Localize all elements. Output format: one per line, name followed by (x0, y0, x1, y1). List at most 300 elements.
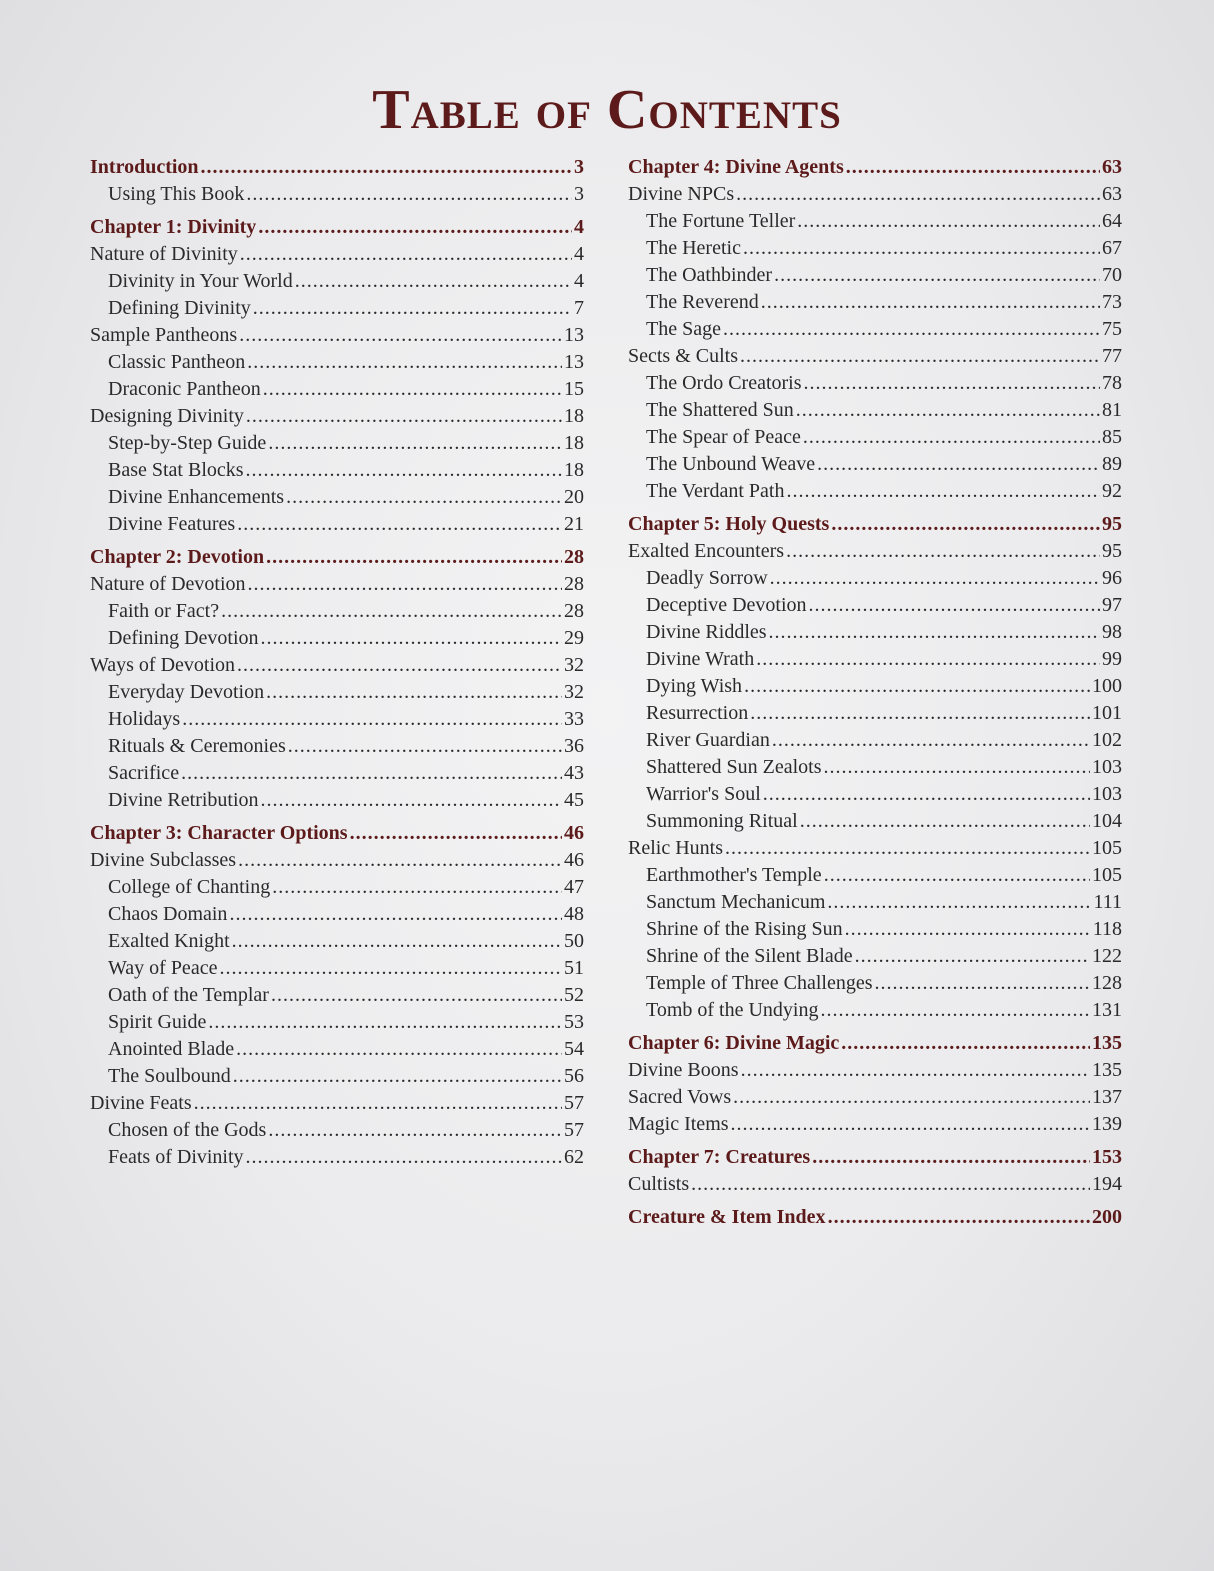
toc-page-number: 18 (564, 459, 584, 481)
dot-leader (208, 1009, 562, 1036)
toc-page-number: 3 (574, 183, 584, 205)
toc-page-number: 28 (564, 600, 584, 622)
toc-page-number: 97 (1102, 594, 1122, 616)
dot-leader (846, 154, 1100, 181)
toc-chapter-entry[interactable] (90, 214, 584, 241)
toc-entry-label: Step-by-Step Guide (108, 432, 267, 454)
dot-leader (812, 1144, 1090, 1171)
dot-leader (824, 862, 1090, 889)
toc-entry[interactable] (628, 970, 1122, 997)
toc-entry[interactable] (90, 928, 584, 955)
toc-entry-label: Chapter 7: Creatures (628, 1146, 811, 1168)
toc-entry[interactable] (628, 862, 1122, 889)
toc-page-number: 50 (564, 930, 584, 952)
toc-page-number: 32 (564, 681, 584, 703)
toc-entry[interactable] (628, 916, 1122, 943)
toc-entry[interactable] (90, 982, 584, 1009)
dot-leader (246, 1144, 562, 1171)
toc-page-number: 4 (574, 216, 584, 238)
toc-entry[interactable] (90, 787, 584, 814)
dot-leader (237, 652, 562, 679)
toc-entry[interactable] (628, 181, 1122, 208)
toc-page-number: 131 (1092, 999, 1122, 1021)
dot-leader (740, 343, 1100, 370)
dot-leader (733, 1084, 1090, 1111)
toc-entry-label: College of Chanting (108, 876, 271, 898)
toc-entry-label: Chosen of the Gods (108, 1119, 267, 1141)
toc-page-number: 137 (1092, 1086, 1122, 1108)
toc-entry-label: Creature & Item Index (628, 1206, 826, 1228)
dot-leader (237, 511, 562, 538)
toc-page-number: 99 (1102, 648, 1122, 670)
dot-leader (239, 322, 562, 349)
toc-page-number: 3 (574, 156, 584, 178)
toc-page-number: 28 (564, 546, 584, 568)
toc-page-number: 105 (1092, 837, 1122, 859)
dot-leader (261, 787, 562, 814)
page-title: Table of Contents (372, 79, 842, 141)
toc-entry-label: Holidays (108, 708, 181, 730)
toc-page-number: 103 (1092, 756, 1122, 778)
dot-leader (824, 754, 1090, 781)
toc-page-number: 63 (1102, 183, 1122, 205)
toc-entry[interactable] (90, 874, 584, 901)
toc-page-number: 118 (1092, 918, 1122, 940)
dot-leader (803, 424, 1100, 451)
toc-page-number: 111 (1093, 891, 1122, 913)
toc-entry-label: Base Stat Blocks (108, 459, 244, 481)
toc-entry[interactable] (628, 781, 1122, 808)
dot-leader (797, 208, 1100, 235)
toc-page-number: 96 (1102, 567, 1122, 589)
toc-entry-label: Chapter 6: Divine Magic (628, 1032, 840, 1054)
toc-entry[interactable] (628, 397, 1122, 424)
toc-entry[interactable] (628, 808, 1122, 835)
toc-page-number: 67 (1102, 237, 1122, 259)
toc-entry-label: Introduction (90, 156, 199, 178)
toc-entry[interactable] (90, 322, 584, 349)
toc-chapter-entry[interactable] (90, 820, 584, 847)
dot-leader (350, 820, 562, 847)
toc-entry-label: Summoning Ritual (646, 810, 798, 832)
toc-entry[interactable] (90, 403, 584, 430)
toc-page-number: 85 (1102, 426, 1122, 448)
dot-leader (268, 1117, 562, 1144)
toc-page-number: 104 (1092, 810, 1122, 832)
toc-entry[interactable] (90, 760, 584, 787)
toc-entry-label: Tomb of the Undying (646, 999, 819, 1021)
toc-page-number: 21 (564, 513, 584, 535)
toc-entry[interactable] (90, 1090, 584, 1117)
toc-page-number: 43 (564, 762, 584, 784)
toc-entry[interactable] (628, 262, 1122, 289)
toc-entry-label: Sacrifice (108, 762, 180, 784)
toc-entry-label: Nature of Devotion (90, 573, 246, 595)
toc-entry[interactable] (90, 484, 584, 511)
dot-leader (288, 733, 562, 760)
toc-page-number: 89 (1102, 453, 1122, 475)
toc-entry-label: Sample Pantheons (90, 324, 238, 346)
toc-entry[interactable] (90, 571, 584, 598)
toc-entry-label: The Unbound Weave (646, 453, 816, 475)
toc-page-number: 15 (564, 378, 584, 400)
dot-leader (750, 700, 1090, 727)
dot-leader (831, 511, 1100, 538)
toc-entry-label: The Soulbound (108, 1065, 231, 1087)
toc-entry-label: Oath of the Templar (108, 984, 269, 1006)
toc-page-number: 18 (564, 432, 584, 454)
toc-page-number: 20 (564, 486, 584, 508)
toc-entry[interactable] (628, 208, 1122, 235)
dot-leader (181, 760, 562, 787)
toc-entry[interactable] (90, 241, 584, 268)
dot-leader (769, 619, 1100, 646)
toc-entry-label: Feats of Divinity (108, 1146, 244, 1168)
toc-entry[interactable] (90, 1036, 584, 1063)
toc-page-number: 4 (574, 243, 584, 265)
toc-entry-label: Classic Pantheon (108, 351, 246, 373)
dot-leader (736, 181, 1100, 208)
toc-page-number: 13 (564, 324, 584, 346)
dot-leader (744, 673, 1090, 700)
toc-entry[interactable] (628, 754, 1122, 781)
dot-leader (219, 955, 562, 982)
dot-leader (221, 598, 562, 625)
toc-page-number: 73 (1102, 291, 1122, 313)
toc-entry-label: The Shattered Sun (646, 399, 794, 421)
toc-page-number: 13 (564, 351, 584, 373)
toc-page-number: 47 (564, 876, 584, 898)
toc-entry[interactable] (628, 289, 1122, 316)
toc-entry[interactable] (90, 268, 584, 295)
toc-page-number: 105 (1092, 864, 1122, 886)
dot-leader (827, 889, 1091, 916)
toc-entry-label: Divinity in Your World (108, 270, 293, 292)
toc-page-number: 102 (1092, 729, 1122, 751)
toc-page-number: 122 (1092, 945, 1122, 967)
toc-entry[interactable] (628, 1111, 1122, 1138)
toc-entry-label: Exalted Knight (108, 930, 230, 952)
toc-entry-label: Nature of Divinity (90, 243, 238, 265)
toc-entry-label: The Oathbinder (646, 264, 773, 286)
toc-entry[interactable] (628, 889, 1122, 916)
toc-entry[interactable] (90, 733, 584, 760)
toc-page-number: 92 (1102, 480, 1122, 502)
dot-leader (247, 349, 562, 376)
toc-page-number: 135 (1092, 1059, 1122, 1081)
dot-leader (796, 397, 1100, 424)
toc-page-number: 32 (564, 654, 584, 676)
toc-entry[interactable] (628, 619, 1122, 646)
toc-page-number: 7 (574, 297, 584, 319)
toc-page-number: 29 (564, 627, 584, 649)
toc-entry-label: The Spear of Peace (646, 426, 801, 448)
dot-leader (743, 235, 1100, 262)
toc-entry[interactable] (628, 538, 1122, 565)
toc-page-number: 28 (564, 573, 584, 595)
dot-leader (817, 451, 1100, 478)
dot-leader (238, 847, 562, 874)
dot-leader (874, 970, 1090, 997)
toc-entry-label: Draconic Pantheon (108, 378, 261, 400)
dot-leader (800, 808, 1090, 835)
toc-entry-label: Temple of Three Challenges (646, 972, 873, 994)
toc-page-number: 153 (1092, 1146, 1122, 1168)
toc-page-number: 77 (1102, 345, 1122, 367)
toc-entry[interactable] (90, 706, 584, 733)
toc-page-number: 194 (1092, 1173, 1122, 1195)
toc-entry-label: The Reverend (646, 291, 759, 313)
dot-leader (194, 1090, 562, 1117)
toc-entry-label: Divine Feats (90, 1092, 192, 1114)
dot-leader (266, 679, 562, 706)
dot-leader (772, 727, 1090, 754)
dot-leader (845, 916, 1091, 943)
toc-entry[interactable] (90, 901, 584, 928)
toc-page-number: 57 (564, 1092, 584, 1114)
toc-entry[interactable] (90, 847, 584, 874)
toc-entry-label: The Sage (646, 318, 721, 340)
toc-page-number: 57 (564, 1119, 584, 1141)
toc-entry[interactable] (90, 679, 584, 706)
toc-entry-label: Resurrection (646, 702, 749, 724)
toc-page-number: 4 (574, 270, 584, 292)
toc-page-number: 101 (1092, 702, 1122, 724)
toc-entry-label: Defining Devotion (108, 627, 259, 649)
toc-entry-label: Chaos Domain (108, 903, 228, 925)
dot-leader (787, 478, 1101, 505)
toc-column-right (628, 154, 1122, 1231)
dot-leader (201, 154, 572, 181)
dot-leader (261, 625, 562, 652)
toc-entry[interactable] (90, 1144, 584, 1171)
toc-entry[interactable] (628, 1171, 1122, 1198)
toc-entry-label: Warrior's Soul (646, 783, 761, 805)
dot-leader (246, 457, 562, 484)
dot-leader (258, 214, 572, 241)
dot-leader (233, 1063, 562, 1090)
toc-entry-label: Designing Divinity (90, 405, 244, 427)
dot-leader (723, 316, 1100, 343)
toc-page-number: 62 (564, 1146, 584, 1168)
toc-entry-label: Sacred Vows (628, 1086, 732, 1108)
toc-chapter-entry[interactable] (628, 1144, 1122, 1171)
toc-page-number: 78 (1102, 372, 1122, 394)
dot-leader (691, 1171, 1090, 1198)
dot-leader (240, 241, 572, 268)
toc-entry-label: Way of Peace (108, 957, 218, 979)
dot-leader (286, 484, 562, 511)
toc-chapter-entry[interactable] (90, 154, 584, 181)
toc-entry[interactable] (628, 1057, 1122, 1084)
toc-page-number: 81 (1102, 399, 1122, 421)
toc-entry[interactable] (90, 376, 584, 403)
toc-entry[interactable] (90, 1009, 584, 1036)
toc-entry-label: Divine Riddles (646, 621, 767, 643)
toc-page-number: 135 (1092, 1032, 1122, 1054)
dot-leader (841, 1030, 1090, 1057)
dot-leader (763, 781, 1090, 808)
toc-entry-label: Exalted Encounters (628, 540, 785, 562)
toc-entry-label: Chapter 5: Holy Quests (628, 513, 830, 535)
toc-entry-label: Sects & Cults (628, 345, 739, 367)
dot-leader (828, 1204, 1090, 1231)
toc-entry[interactable] (628, 646, 1122, 673)
dot-leader (731, 1111, 1090, 1138)
dot-leader (271, 982, 562, 1009)
toc-chapter-entry[interactable] (628, 1030, 1122, 1057)
toc-entry[interactable] (90, 295, 584, 322)
dot-leader (295, 268, 572, 295)
dot-leader (232, 928, 562, 955)
toc-page-number: 54 (564, 1038, 584, 1060)
toc-page-number: 18 (564, 405, 584, 427)
toc-entry-label: Spirit Guide (108, 1011, 207, 1033)
dot-leader (820, 997, 1090, 1024)
dot-leader (266, 544, 562, 571)
dot-leader (182, 706, 562, 733)
toc-entry[interactable] (628, 997, 1122, 1024)
dot-leader (246, 403, 562, 430)
toc-entry[interactable] (90, 625, 584, 652)
toc-entry-label: Chapter 2: Devotion (90, 546, 265, 568)
toc-entry[interactable] (628, 727, 1122, 754)
toc-entry[interactable] (628, 451, 1122, 478)
toc-entry[interactable] (90, 652, 584, 679)
toc-entry-label: Magic Items (628, 1113, 729, 1135)
toc-entry-label: Divine Wrath (646, 648, 755, 670)
toc-entry[interactable] (90, 349, 584, 376)
toc-entry-label: Deadly Sorrow (646, 567, 768, 589)
toc-entry-label: Cultists (628, 1173, 690, 1195)
toc-chapter-entry[interactable] (628, 154, 1122, 181)
dot-leader (741, 1057, 1090, 1084)
toc-page-number: 53 (564, 1011, 584, 1033)
toc-entry[interactable] (628, 235, 1122, 262)
toc-entry[interactable] (628, 700, 1122, 727)
toc-page-number: 103 (1092, 783, 1122, 805)
dot-leader (253, 295, 572, 322)
toc-entry[interactable] (90, 1063, 584, 1090)
toc-entry[interactable] (628, 835, 1122, 862)
toc-page-number: 36 (564, 735, 584, 757)
toc-chapter-entry[interactable] (90, 544, 584, 571)
toc-entry-label: Sanctum Mechanicum (646, 891, 826, 913)
dot-leader (855, 943, 1090, 970)
toc-entry[interactable] (628, 565, 1122, 592)
toc-entry-label: Divine Retribution (108, 789, 259, 811)
toc-entry[interactable] (628, 478, 1122, 505)
toc-chapter-entry[interactable] (628, 511, 1122, 538)
toc-page-number: 139 (1092, 1113, 1122, 1135)
toc-entry[interactable] (90, 181, 584, 208)
toc-entry-label: The Fortune Teller (646, 210, 796, 232)
toc-entry-label: The Verdant Path (646, 480, 785, 502)
toc-entry-label: The Heretic (646, 237, 741, 259)
toc-entry-label: Divine NPCs (628, 183, 735, 205)
toc-entry-label: The Ordo Creatoris (646, 372, 802, 394)
toc-entry[interactable] (90, 598, 584, 625)
toc-entry-label: Shrine of the Silent Blade (646, 945, 853, 967)
dot-leader (725, 835, 1090, 862)
dot-leader (804, 370, 1100, 397)
toc-entry[interactable] (90, 511, 584, 538)
toc-entry-label: Divine Subclasses (90, 849, 237, 871)
toc-entry[interactable] (628, 673, 1122, 700)
toc-entry-label: Relic Hunts (628, 837, 723, 859)
toc-entry[interactable] (90, 955, 584, 982)
dot-leader (770, 565, 1100, 592)
toc-entry-label: Ways of Devotion (90, 654, 236, 676)
toc-entry[interactable] (90, 457, 584, 484)
dot-leader (786, 538, 1100, 565)
toc-page-number: 56 (564, 1065, 584, 1087)
dot-leader (236, 1036, 562, 1063)
toc-page-number: 70 (1102, 264, 1122, 286)
toc-page-number: 75 (1102, 318, 1122, 340)
toc-entry[interactable] (628, 316, 1122, 343)
toc-entry-label: River Guardian (646, 729, 770, 751)
dot-leader (809, 592, 1101, 619)
toc-entry[interactable] (628, 343, 1122, 370)
toc-entry-label: Chapter 3: Character Options (90, 822, 348, 844)
toc-page-number: 33 (564, 708, 584, 730)
toc-entry[interactable] (628, 943, 1122, 970)
toc-entry-label: Earthmother's Temple (646, 864, 822, 886)
toc-page-number: 51 (564, 957, 584, 979)
toc-chapter-entry[interactable] (628, 1204, 1122, 1231)
toc-entry-label: Anointed Blade (108, 1038, 235, 1060)
toc-entry-label: Using This Book (108, 183, 245, 205)
toc-page-number: 46 (564, 849, 584, 871)
toc-column-left (90, 154, 584, 1171)
dot-leader (248, 571, 562, 598)
toc-entry-label: Divine Features (108, 513, 236, 535)
toc-entry-label: Defining Divinity (108, 297, 251, 319)
toc-entry-label: Shrine of the Rising Sun (646, 918, 843, 940)
toc-page-number: 200 (1092, 1206, 1122, 1228)
toc-page-number: 128 (1092, 972, 1122, 994)
toc-page-number: 48 (564, 903, 584, 925)
toc-page-number: 46 (564, 822, 584, 844)
toc-entry[interactable] (90, 1117, 584, 1144)
toc-entry[interactable] (628, 370, 1122, 397)
dot-leader (229, 901, 562, 928)
toc-page-number: 63 (1102, 156, 1122, 178)
dot-leader (246, 181, 572, 208)
toc-entry-label: Everyday Devotion (108, 681, 265, 703)
toc-entry[interactable] (628, 424, 1122, 451)
dot-leader (272, 874, 562, 901)
toc-entry-label: Divine Boons (628, 1059, 739, 1081)
toc-page-number: 98 (1102, 621, 1122, 643)
dot-leader (774, 262, 1100, 289)
toc-entry[interactable] (628, 1084, 1122, 1111)
dot-leader (263, 376, 562, 403)
toc-entry-label: Faith or Fact? (108, 600, 220, 622)
dot-leader (761, 289, 1100, 316)
toc-entry-label: Chapter 4: Divine Agents (628, 156, 844, 178)
toc-entry[interactable] (90, 430, 584, 457)
toc-page-number: 95 (1102, 513, 1122, 535)
toc-entry-label: Chapter 1: Divinity (90, 216, 257, 238)
toc-entry-label: Divine Enhancements (108, 486, 285, 508)
toc-page-number: 52 (564, 984, 584, 1006)
toc-page-number: 100 (1092, 675, 1122, 697)
toc-page-number: 95 (1102, 540, 1122, 562)
toc-entry[interactable] (628, 592, 1122, 619)
toc-page-number: 45 (564, 789, 584, 811)
